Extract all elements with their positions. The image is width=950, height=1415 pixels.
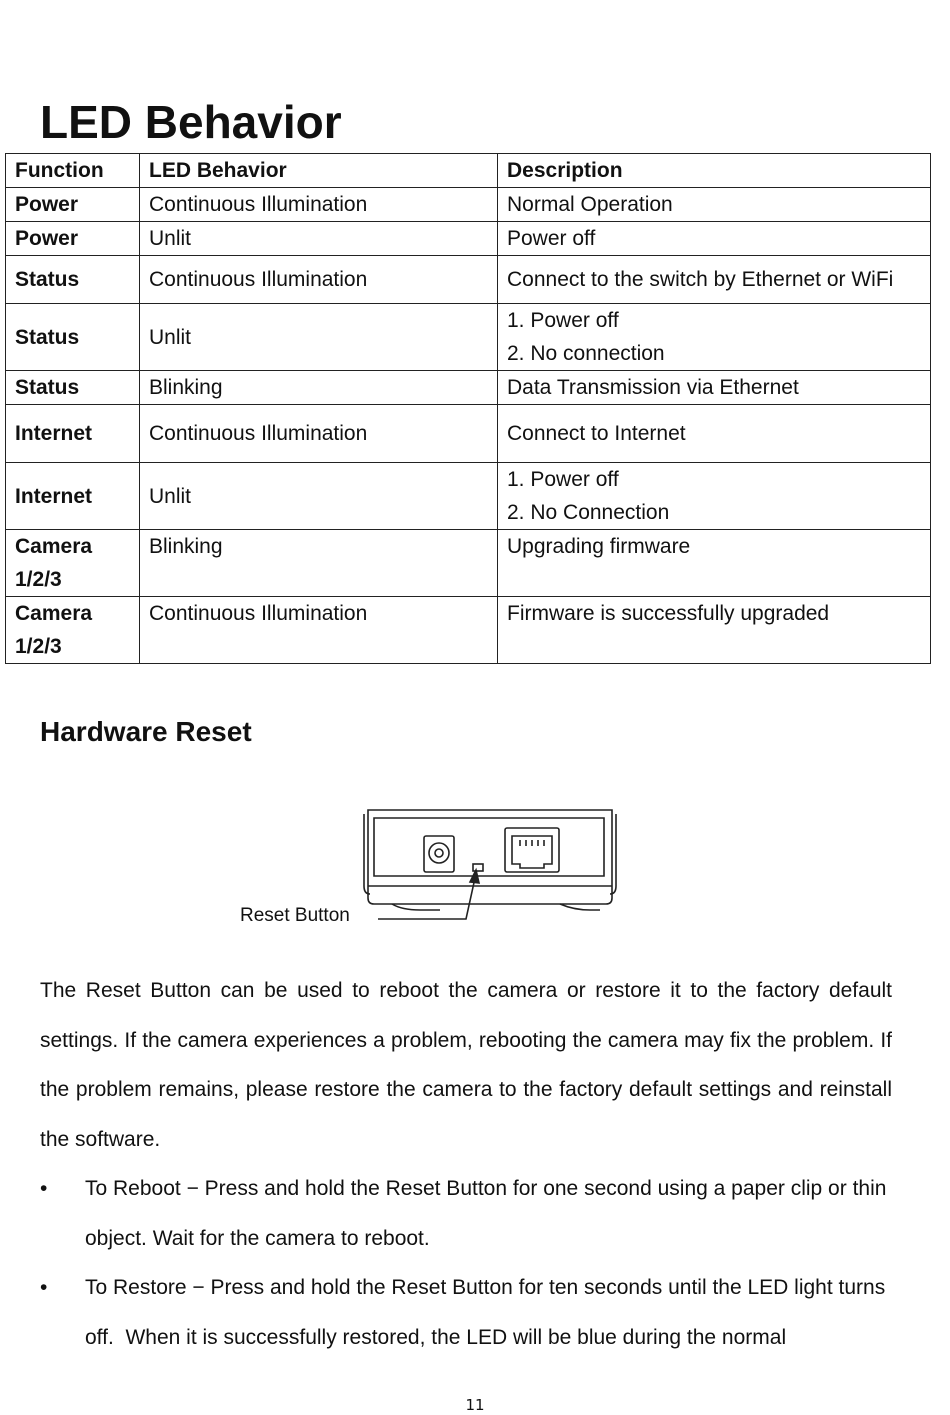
function-cell: Status: [6, 256, 140, 304]
reset-button-label: Reset Button: [240, 905, 350, 926]
list-item: [40, 1164, 892, 1263]
behavior-cell: Continuous Illumination: [140, 405, 498, 463]
bullet-icon: •: [40, 1177, 48, 1200]
table-row: [6, 530, 931, 597]
led-behavior-table: [5, 153, 931, 664]
function-line: 1/2/3: [15, 635, 62, 658]
reset-hole-icon: [473, 864, 483, 871]
header-function: Function: [6, 154, 140, 188]
list-item: [40, 1263, 892, 1362]
behavior-cell: Unlit: [140, 304, 498, 371]
description-cell: Power off: [498, 222, 931, 256]
table-row: [6, 597, 931, 664]
behavior-cell: Blinking: [140, 530, 498, 597]
table-row: [6, 371, 931, 405]
table-row: [6, 463, 931, 530]
behavior-cell: Unlit: [140, 463, 498, 530]
table-row: [6, 256, 931, 304]
table-row: [6, 188, 931, 222]
function-cell: [6, 530, 140, 597]
reset-instructions-list: [40, 1164, 892, 1363]
header-description: Description: [498, 154, 931, 188]
description-line: 2. No Connection: [507, 501, 670, 524]
function-cell: Internet: [6, 405, 140, 463]
description-line: 1. Power off: [507, 468, 619, 491]
description-cell: Upgrading firmware: [498, 530, 931, 597]
function-cell: Power: [6, 188, 140, 222]
behavior-cell: Continuous Illumination: [140, 256, 498, 304]
description-line: 1. Power off: [507, 309, 619, 332]
description-line: 2. No connection: [507, 342, 665, 365]
device-body-drawing: [364, 810, 616, 910]
list-item-text: To Restore − Press and hold the Reset Button for ten seconds until the LED light turns off. When it is successfully restored, the LED will be blue during the normal: [85, 1276, 892, 1350]
description-cell: Firmware is successfully upgraded: [498, 597, 931, 664]
description-cell: Connect to Internet: [498, 405, 931, 463]
behavior-cell: Continuous Illumination: [140, 597, 498, 664]
page-title: LED Behavior: [40, 96, 342, 148]
bullet-icon: •: [40, 1276, 48, 1300]
function-line: Camera: [15, 602, 93, 625]
function-cell: [6, 597, 140, 664]
behavior-cell: Unlit: [140, 222, 498, 256]
table-row: [6, 405, 931, 463]
function-line: Camera: [15, 535, 93, 558]
power-jack-icon: [424, 836, 454, 872]
section-title: Hardware Reset: [40, 716, 252, 747]
table-header-row: [6, 154, 931, 188]
list-item-text: To Reboot − Press and hold the Reset Button for one second using a paper clip or thin object. Wait for the camera to reboot.: [85, 1177, 887, 1250]
function-cell: Status: [6, 304, 140, 371]
behavior-cell: Blinking: [140, 371, 498, 405]
function-cell: Power: [6, 222, 140, 256]
reset-description-paragraph: The Reset Button can be used to reboot the camera or restore it to the factory default settings. If the camera experiences a problem, rebooting the camera may fix the problem. If the problem remains, please restore the camera to the factory default settings and reinstall the software.: [40, 979, 892, 1152]
ethernet-port-icon: [505, 828, 559, 872]
description-cell: [498, 463, 931, 530]
device-back-panel-illustration: [0, 790, 950, 940]
table-row: [6, 304, 931, 371]
function-line: 1/2/3: [15, 568, 62, 591]
function-cell: Internet: [6, 463, 140, 530]
description-cell: Normal Operation: [498, 188, 931, 222]
description-cell: Connect to the switch by Ethernet or WiFi: [498, 256, 931, 304]
header-led-behavior: LED Behavior: [140, 154, 498, 188]
behavior-cell: Continuous Illumination: [140, 188, 498, 222]
table-row: [6, 222, 931, 256]
callout-arrow-icon: [378, 870, 479, 919]
description-cell: Data Transmission via Ethernet: [498, 371, 931, 405]
function-cell: Status: [6, 371, 140, 405]
page-number: 11: [465, 1396, 485, 1414]
description-cell: [498, 304, 931, 371]
